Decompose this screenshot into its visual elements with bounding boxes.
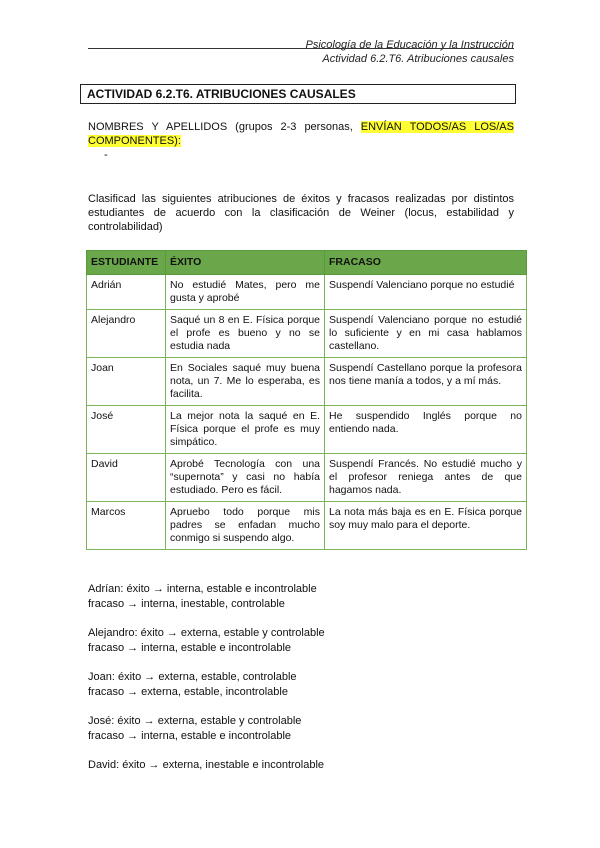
header-exito: ÉXITO [166, 251, 325, 275]
attributions-table [86, 250, 527, 550]
cell-exito: La mejor nota la saqué en E. Física porque el profe es muy simpático. [166, 406, 325, 454]
table-row [87, 454, 527, 502]
header-activity: Actividad 6.2.T6. Atribuciones causales [322, 53, 514, 65]
names-highlight: ENVÍAN TODOS/AS LOS/AS COMPONENTES): [88, 121, 514, 147]
answer-block [88, 714, 325, 744]
cell-exito: Aprobé Tecnología con una “supernota” y casi no había estudiado. Pero es fácil. [166, 454, 325, 502]
answer-block [88, 758, 325, 773]
cell-fracaso: He suspendido Inglés porque no entiendo nada. [325, 406, 527, 454]
cell-estudiante: Adrián [87, 275, 166, 310]
cell-estudiante: Alejandro [87, 310, 166, 358]
answer-line: David: éxito → externa, inestable e incontrolable [88, 759, 325, 771]
cell-exito: No estudié Mates, pero me gusta y aprobé [166, 275, 325, 310]
cell-fracaso: Suspendí Valenciano porque no estudié [325, 275, 527, 310]
activity-title: ACTIVIDAD 6.2.T6. ATRIBUCIONES CAUSALES [80, 84, 516, 104]
answer-block [88, 670, 325, 700]
cell-fracaso: Suspendí Castellano porque la profesora nos tiene manía a todos, y a mí más. [325, 358, 527, 406]
cell-fracaso: Suspendí Valenciano porque no estudié lo suficiente y en mi casa hablamos castellano. [325, 310, 527, 358]
cell-estudiante: José [87, 406, 166, 454]
cell-estudiante: David [87, 454, 166, 502]
cell-exito: Saqué un 8 en E. Física porque el profe es bueno y no se estudia nada [166, 310, 325, 358]
answer-line: Alejandro: éxito → externa, estable y controlable [88, 627, 325, 639]
header-fracaso: FRACASO [325, 251, 527, 275]
cell-exito: En Sociales saqué muy buena nota, un 7. Me lo esperaba, es facilita. [166, 358, 325, 406]
answer-block [88, 582, 325, 612]
names-label: NOMBRES Y APELLIDOS (grupos 2-3 personas, [88, 121, 361, 133]
page-header [305, 38, 514, 66]
table-row [87, 275, 527, 310]
cell-fracaso: Suspendí Francés. No estudié mucho y el profesor reniega antes de que hagamos nada. [325, 454, 527, 502]
header-rule [88, 48, 514, 49]
answer-line: fracaso → interna, estable e incontrolable [88, 730, 292, 742]
table-header-row [87, 251, 527, 275]
answer-line: fracaso → interna, estable e incontrolable [88, 642, 292, 654]
cell-exito: Apruebo todo porque mis padres se enfadan mucho conmigo si suspendo algo. [166, 502, 325, 550]
table-row [87, 310, 527, 358]
answer-line: José: éxito → externa, estable y controlable [88, 715, 302, 727]
names-line [88, 120, 514, 148]
answers-section [88, 582, 325, 787]
answer-line: fracaso → interna, inestable, controlable [88, 598, 285, 610]
header-estudiante: ESTUDIANTE [87, 251, 166, 275]
answer-block [88, 626, 325, 656]
answer-line: fracaso → externa, estable, incontrolable [88, 686, 288, 698]
cell-estudiante: Joan [87, 358, 166, 406]
instructions: Clasificad las siguientes atribuciones de éxitos y fracasos realizadas por distintos estudiantes de acuerdo con la clasificación de Weiner (locus, estabilidad y controlabilidad) [88, 193, 514, 233]
header-course: Psicología de la Educación y la Instrucción [305, 39, 514, 51]
cell-fracaso: La nota más baja es en E. Física porque soy muy malo para el deporte. [325, 502, 527, 550]
table-row [87, 502, 527, 550]
answer-line: Joan: éxito → externa, estable, controlable [88, 671, 297, 683]
answer-line: Adrían: éxito → interna, estable e incontrolable [88, 583, 317, 595]
names-bullet: - [104, 149, 108, 161]
table-row [87, 406, 527, 454]
cell-estudiante: Marcos [87, 502, 166, 550]
table-row [87, 358, 527, 406]
